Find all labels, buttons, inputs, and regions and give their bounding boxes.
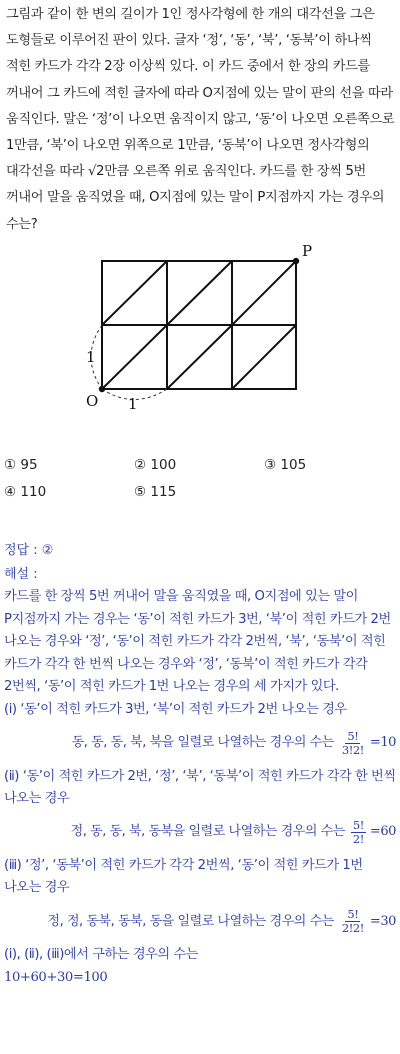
case1-title: (ⅰ) ‘동’이 적힌 카드가 3번, ‘북’이 적힌 카드가 2번 나오는 경우 xyxy=(4,701,347,717)
label-side-vertical: 1 xyxy=(86,348,96,366)
case3-fraction: $\frac{5!}{2!2!}$ xyxy=(341,907,364,936)
choice-1[interactable]: ① 95 xyxy=(4,457,38,473)
choices xyxy=(4,457,396,511)
case2-text: 정, 동, 동, 북, 동북을 일렬로 나열하는 경우의 수는 xyxy=(70,824,345,840)
case3-text: 정, 정, 동북, 동북, 동을 일렬로 나열하는 경우의 수는 xyxy=(47,913,334,929)
point-o xyxy=(99,386,105,392)
label-o: O xyxy=(86,392,99,410)
point-p xyxy=(293,258,299,264)
choice-4[interactable]: ④ 110 xyxy=(4,484,47,500)
case2-title: (ⅱ) ‘동’이 적힌 카드가 2번, ‘정’, ‘북’, ‘동북’이 적힌 카드가 각각 한 번씩 나오는 경우 xyxy=(4,768,396,807)
case1-result: =10 xyxy=(369,735,396,751)
explanation-label: 해설 : xyxy=(4,567,38,582)
diag-1 xyxy=(102,325,167,389)
diag-4 xyxy=(102,261,167,325)
case2-line xyxy=(4,811,396,855)
diag-3 xyxy=(232,325,296,389)
case1-line xyxy=(4,722,396,766)
problem-text: 그림과 같이 한 변의 길이가 1인 정사각형에 한 개의 대각선을 그은 도형들로 이루어진 판이 있다. 글자 ‘정’, ‘동’, ‘북’, ‘동북’이 하나씩 적힌 카드가 각각 2장 이상씩 있다. 이 카드 중에서 한 장의 카드를 꺼내어 그 카드에 적힌 글자에 따라 O지점에 있는 말이 판의 선을 따라 움직인다. 말은 ‘정’이 나오면 움직이지 않고, ‘동’이 나오면 오른쪽으로 1만큼, ‘북’이 나오면 위쪽으로 1만큼, ‘동북’이 나오면 정사각형의 대각선을 따라 √2만큼 오른쪽 위로 움직인다. 카드를 한 장씩 5번 꺼내어 말을 움직였을 때, O지점에 있는 말이 P지점까지 가는 경우의 수는? xyxy=(6,7,395,232)
choice-5[interactable]: ⑤ 115 xyxy=(134,484,177,500)
explanation-intro: 카드를 한 장씩 5번 꺼내어 말을 움직였을 때, O지점에 있는 말이 P지점까지 가는 경우는 ‘동’이 적힌 카드가 3번, ‘북’이 적힌 카드가 2번 나오는 경우와 ‘정’, ‘동’이 적힌 카드가 각각 2번씩, ‘북’, ‘동북’이 적힌 카드가 각각 한 번씩 나오는 경우와 ‘정’, ‘동북’이 적힌 카드가 각각 2번씩, ‘동’이 적힌 카드가 1번 나오는 경우의 세 가지가 있다. xyxy=(4,589,391,695)
case3-result: =30 xyxy=(369,913,396,929)
diag-6 xyxy=(232,261,296,325)
case2-fraction: $\frac{5!}{2!}$ xyxy=(352,818,364,847)
case3-line xyxy=(4,900,396,944)
case1-text: 동, 동, 동, 북, 북을 일렬로 나열하는 경우의 수는 xyxy=(71,735,334,751)
case3-title: (ⅲ) ‘정’, ‘동북’이 적힌 카드가 각각 2번씩, ‘동’이 적힌 카드가 1번 나오는 경우 xyxy=(4,857,363,896)
grid-figure xyxy=(0,238,400,418)
diag-5 xyxy=(167,261,232,325)
explanation-body xyxy=(4,586,396,989)
choice-2[interactable]: ② 100 xyxy=(134,457,177,473)
choice-3[interactable]: ③ 105 xyxy=(264,457,307,473)
final-sum: 10+60+30=100 xyxy=(4,969,108,985)
label-side-horizontal: 1 xyxy=(128,395,138,413)
case1-fraction: $\frac{5!}{3!2!}$ xyxy=(341,729,364,758)
answer-line: 정답 : ② xyxy=(4,543,54,558)
conclusion-text: (ⅰ), (ⅱ), (ⅲ)에서 구하는 경우의 수는 xyxy=(4,946,199,962)
case2-result: =60 xyxy=(369,824,396,840)
label-p: P xyxy=(302,242,313,260)
diag-2 xyxy=(167,325,232,389)
